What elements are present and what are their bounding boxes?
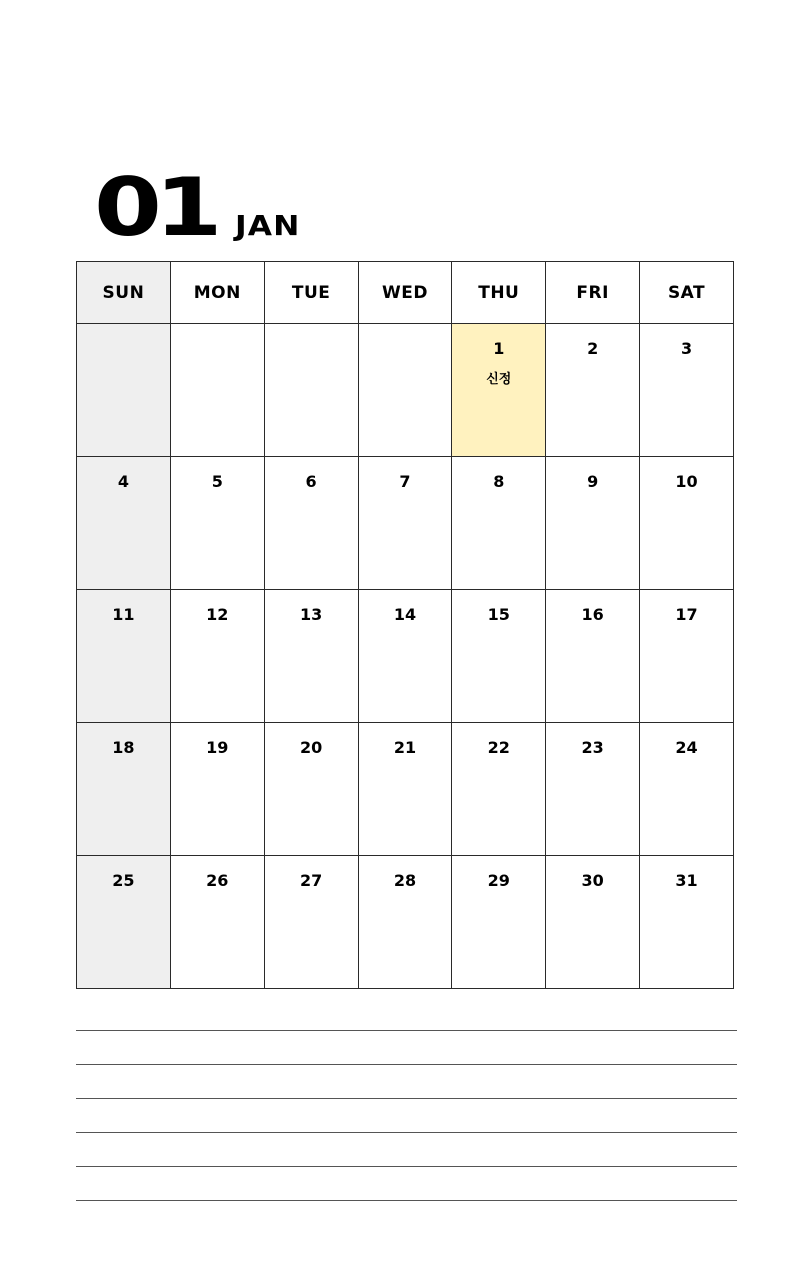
day-cell-18[interactable] bbox=[77, 723, 171, 856]
note-line[interactable] bbox=[76, 1064, 737, 1065]
day-cell-13[interactable] bbox=[264, 590, 358, 723]
day-cell-17[interactable] bbox=[640, 590, 734, 723]
day-number: 30 bbox=[581, 871, 604, 890]
week-row bbox=[77, 590, 734, 723]
day-cell-27[interactable] bbox=[264, 856, 358, 989]
day-number: 7 bbox=[399, 472, 411, 491]
day-number: 11 bbox=[112, 605, 135, 624]
day-cell-19[interactable] bbox=[170, 723, 264, 856]
empty-day-cell[interactable] bbox=[170, 324, 264, 457]
day-number: 25 bbox=[112, 871, 135, 890]
day-cell-20[interactable] bbox=[264, 723, 358, 856]
day-number: 9 bbox=[587, 472, 599, 491]
day-cell-6[interactable] bbox=[264, 457, 358, 590]
day-cell-3[interactable] bbox=[640, 324, 734, 457]
day-cell-24[interactable] bbox=[640, 723, 734, 856]
day-cell-21[interactable] bbox=[358, 723, 452, 856]
day-cell-31[interactable] bbox=[640, 856, 734, 989]
week-row bbox=[77, 457, 734, 590]
note-line[interactable] bbox=[76, 1166, 737, 1167]
day-cell-22[interactable] bbox=[452, 723, 546, 856]
day-number: 3 bbox=[680, 339, 693, 358]
day-cell-29[interactable] bbox=[452, 856, 546, 989]
note-line[interactable] bbox=[76, 1098, 737, 1099]
weekday-thu: THU bbox=[452, 262, 546, 324]
day-cell-11[interactable] bbox=[77, 590, 171, 723]
day-cell-5[interactable] bbox=[170, 457, 264, 590]
note-line[interactable] bbox=[76, 1030, 737, 1031]
month-number: 01 bbox=[94, 161, 216, 254]
day-number: 19 bbox=[206, 738, 229, 757]
calendar-grid bbox=[76, 261, 734, 989]
day-cell-28[interactable] bbox=[358, 856, 452, 989]
day-cell-2[interactable] bbox=[546, 324, 640, 457]
weekday-tue: TUE bbox=[264, 262, 358, 324]
weekday-header-row bbox=[77, 262, 734, 324]
day-number: 4 bbox=[117, 472, 129, 491]
day-cell-12[interactable] bbox=[170, 590, 264, 723]
weekday-sat: SAT bbox=[640, 262, 734, 324]
day-number: 13 bbox=[299, 605, 323, 624]
day-cell-10[interactable] bbox=[640, 457, 734, 590]
note-line[interactable] bbox=[76, 1200, 737, 1201]
day-cell-14[interactable] bbox=[358, 590, 452, 723]
day-number: 5 bbox=[211, 472, 223, 491]
day-number: 31 bbox=[675, 871, 698, 890]
month-title bbox=[94, 161, 301, 254]
week-row bbox=[77, 324, 734, 457]
day-number: 21 bbox=[393, 738, 417, 757]
day-number: 29 bbox=[487, 871, 510, 890]
day-cell-8[interactable] bbox=[452, 457, 546, 590]
day-cell-1[interactable] bbox=[452, 324, 546, 457]
month-name: JAN bbox=[235, 209, 301, 242]
weekday-wed: WED bbox=[358, 262, 452, 324]
weekday-mon: MON bbox=[170, 262, 264, 324]
day-number: 6 bbox=[305, 472, 317, 491]
week-row bbox=[77, 856, 734, 989]
day-number: 15 bbox=[487, 605, 510, 624]
day-cell-4[interactable] bbox=[77, 457, 171, 590]
empty-day-cell[interactable] bbox=[77, 324, 171, 457]
day-number: 10 bbox=[675, 472, 698, 491]
empty-day-cell[interactable] bbox=[264, 324, 358, 457]
day-number: 18 bbox=[112, 738, 135, 757]
weekday-sun: SUN bbox=[77, 262, 171, 324]
day-cell-26[interactable] bbox=[170, 856, 264, 989]
day-number: 12 bbox=[206, 605, 229, 624]
day-number: 1 bbox=[493, 339, 505, 358]
day-number: 22 bbox=[487, 738, 510, 757]
day-cell-15[interactable] bbox=[452, 590, 546, 723]
day-number: 27 bbox=[299, 871, 323, 890]
event-label: 신정 bbox=[486, 372, 512, 387]
note-line[interactable] bbox=[76, 1132, 737, 1133]
calendar-body bbox=[77, 324, 734, 989]
weekday-fri: FRI bbox=[546, 262, 640, 324]
day-number: 17 bbox=[675, 605, 698, 624]
day-number: 14 bbox=[393, 605, 417, 624]
week-row bbox=[77, 723, 734, 856]
day-number: 26 bbox=[206, 871, 229, 890]
day-number: 28 bbox=[393, 871, 417, 890]
day-cell-23[interactable] bbox=[546, 723, 640, 856]
day-number: 16 bbox=[581, 605, 604, 624]
day-number: 23 bbox=[581, 738, 604, 757]
day-number: 24 bbox=[675, 738, 698, 757]
day-cell-16[interactable] bbox=[546, 590, 640, 723]
day-cell-25[interactable] bbox=[77, 856, 171, 989]
day-number: 20 bbox=[299, 738, 323, 757]
notes-area bbox=[76, 1030, 737, 1234]
day-number: 2 bbox=[587, 339, 599, 358]
day-number: 8 bbox=[493, 472, 505, 491]
day-cell-9[interactable] bbox=[546, 457, 640, 590]
empty-day-cell[interactable] bbox=[358, 324, 452, 457]
day-cell-30[interactable] bbox=[546, 856, 640, 989]
day-cell-7[interactable] bbox=[358, 457, 452, 590]
